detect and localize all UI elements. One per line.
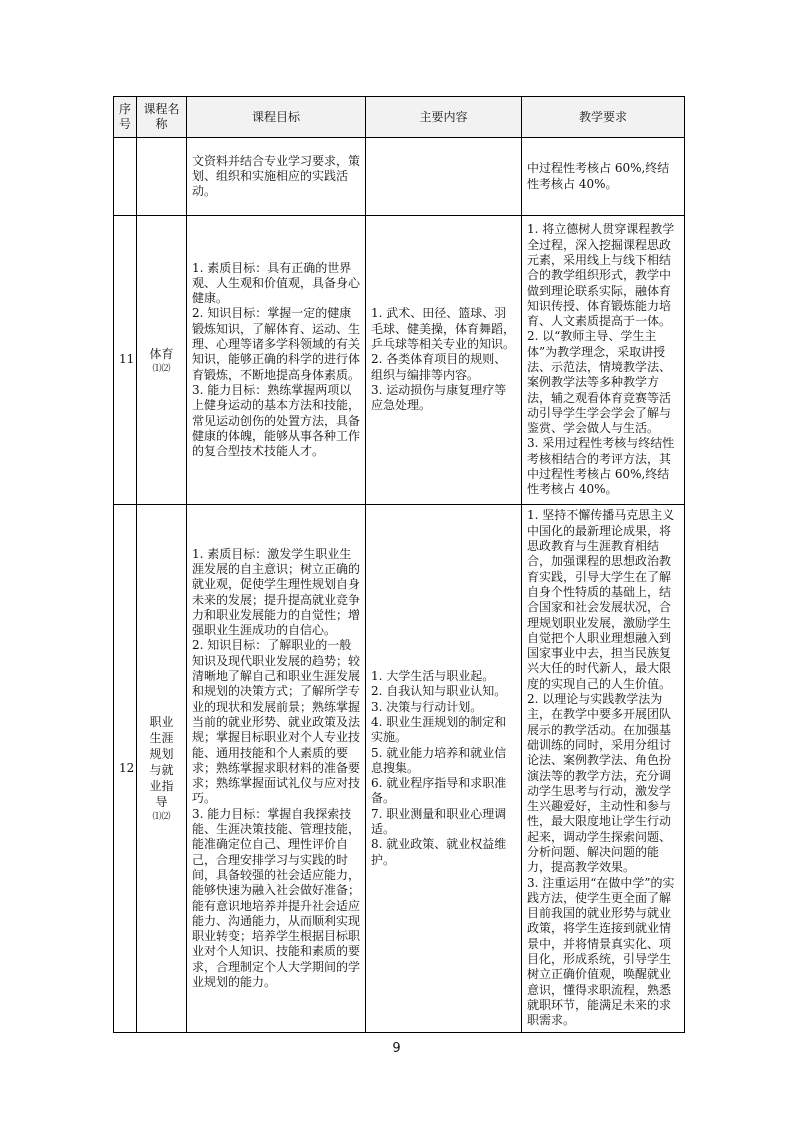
course-marks: ⑴⑵ <box>152 812 171 822</box>
header-course-goal: 课程目标 <box>187 97 366 138</box>
goal-item: 2. 知识目标：掌握一定的健康锻炼知识，了解体育、运动、生理、心理等诸多学科领域的有关知识，能够正确的科学的进行体育锻炼，不断地提高身体素质。 <box>192 306 361 382</box>
requirement-item: 1. 坚持不懈传播马克思主义中国化的最新理论成果，将思政教育与生涯教育相结合，加强课程的思想政治教育实践，引导大学生在了解自身个性特质的基础上，结合国家和社会发展状况，合理规划职业发展，激励学生自觉把个人职业理想融入到国家事业中去，担当民族复兴大任的时代新人，最大限度的实现自己的人生价值。 <box>527 508 675 691</box>
requirement-text: 中过程性考核占 60%,终结性考核占 40%。 <box>527 161 670 191</box>
goal-item: 2. 知识目标：了解职业的一般知识及现代职业发展的趋势；较清晰地了解自己和职业生涯发展和规划的决策方式；了解所学专业的现状和发展前景；熟练掌握当前的就业形势、就业政策及法规；掌握目标职业对个人专业技能、通用技能和个人素质的要求；熟练掌握求职材料的准备要求；熟练掌握面试礼仪与应对技巧。 <box>192 638 361 806</box>
table-row-continuation <box>114 138 685 216</box>
cell-course-name <box>137 505 187 1033</box>
content-item: 2. 各类体育项目的规则、组织与编排等内容。 <box>371 352 507 382</box>
cell-no: 12 <box>114 505 137 1033</box>
cell-main-content <box>366 216 522 505</box>
table-header-row <box>114 97 685 138</box>
cell-teaching-requirement <box>522 505 685 1033</box>
goal-text: 文资料并结合专业学习要求，策划、组织和实施相应的实践活动。 <box>192 153 361 199</box>
content-item: 8. 就业政策、就业权益维护。 <box>371 837 507 867</box>
header-course-name: 课程名称 <box>137 97 187 138</box>
header-main-content: 主要内容 <box>366 97 522 138</box>
curriculum-table <box>113 96 685 1033</box>
header-no: 序号 <box>114 97 137 138</box>
course-marks: ⑴⑵ <box>152 363 171 374</box>
cell-main-content <box>366 505 522 1033</box>
requirement-item: 3. 注重运用“在做中学”的实践方法，使学生更全面了解目前我国的就业形势与就业政策，将学生连接到就业情景中，并将情景真实化、项目化，形成系统，引导学生树立正确价值观，唤醒就业意识，懂得求职流程，熟悉就职环节，能满足未来的求职需求。 <box>527 875 675 1028</box>
cell-teaching-requirement <box>522 138 685 216</box>
cell-no: 11 <box>114 216 137 505</box>
cell-main-content <box>366 138 522 216</box>
content-item: 1. 大学生活与职业起。 <box>371 669 495 684</box>
goal-item: 1. 素质目标：激发学生职业生涯发展的自主意识；树立正确的就业观，促使学生理性规划自身未来的发展；提升提高就业竞争力和职业发展能力的自觉性；增强职业生涯成功的自信心。 <box>192 546 361 638</box>
requirement-item: 2. 以“教师主导、学生主体”为教学理念，采取讲授法、示范法，情境教学法、案例教学法等多种教学方法，辅之观看体育竞赛等活动引导学生学会学会了解与鉴赏、学会做人与生活。 <box>527 329 672 436</box>
content-item: 7. 职业测量和职业心理调适。 <box>371 806 507 837</box>
goal-item: 3. 能力目标：熟练掌握两项以上健身运动的基本方法和技能，常见运动创伤的处置方法，具备健康的体魄，能够从事各种工作的复合型技术技能人才。 <box>192 382 361 459</box>
cell-course-name <box>137 216 187 505</box>
table-row-course-12 <box>114 505 685 1033</box>
requirement-item: 2. 以理论与实践教学法为主，在教学中要多开展团队展示的教学活动。在加强基础训练的同时，采用分组讨论法、案例教学法、角色扮演法等的教学方法，充分调动学生思考与行动，激发学生兴趣爱好，主动性和参与性，最大限度地让学生行动起来，调动学生探索问题、分析问题、解决问题的能力，提高教学效果。 <box>527 692 672 875</box>
cell-course-name <box>137 138 187 216</box>
goal-item: 3. 能力目标：掌握自我探索技能、生涯决策技能、管理技能，能准确定位自己、理性评价自己，合理安排学习与实践的时间，具备较强的社会适应能力，能够快速为融入社会做好准备；能有意识地培养并提升社会适应能力、沟通能力，从而顺利实现职业转变；培养学生根据目标职业对个人知识、技能和素质的要求，合理制定个人大学期间的学业规划的能力。 <box>192 806 361 989</box>
content-item: 3. 决策与行动计划。 <box>371 699 483 714</box>
content-item: 4. 职业生涯规划的制定和实施。 <box>371 714 507 745</box>
course-name: 职业生涯规划与就业指导 <box>149 715 174 809</box>
content-item: 6. 就业程序指导和求职准备。 <box>371 776 507 806</box>
cell-course-goal <box>187 216 366 505</box>
table-row-course-11 <box>114 216 685 505</box>
course-name: 体育 <box>149 346 174 361</box>
cell-no <box>114 138 137 216</box>
content-item: 3. 运动损伤与康复理疗等应急处理。 <box>371 382 507 413</box>
requirement-item: 1. 将立德树人贯穿课程教学全过程，深入挖掘课程思政元素，采用线上与线下相结合的教学组织形式，教学中做到理论联系实际，融体育知识传授、体育锻炼能力培育、人文素质提高于一体。 <box>527 222 675 329</box>
header-teaching-requirement: 教学要求 <box>522 97 685 138</box>
content-item: 2. 自我认知与职业认知。 <box>371 684 507 699</box>
cell-course-goal <box>187 138 366 216</box>
goal-item: 1. 素质目标：具有正确的世界观、人生观和价值观，具备身心健康。 <box>192 260 361 306</box>
content-item: 5. 就业能力培养和就业信息搜集。 <box>371 745 507 775</box>
content-item: 1. 武术、田径、篮球、羽毛球、健美操，体育舞蹈，乒乓球等相关专业的知识。 <box>371 306 516 352</box>
cell-course-goal <box>187 505 366 1033</box>
cell-teaching-requirement <box>522 216 685 505</box>
page-number: 9 <box>392 1041 401 1056</box>
requirement-item: 3. 采用过程性考核与终结性考核相结合的考评方法，其中过程性考核占 60%,终结性考核占 40%。 <box>527 436 675 497</box>
